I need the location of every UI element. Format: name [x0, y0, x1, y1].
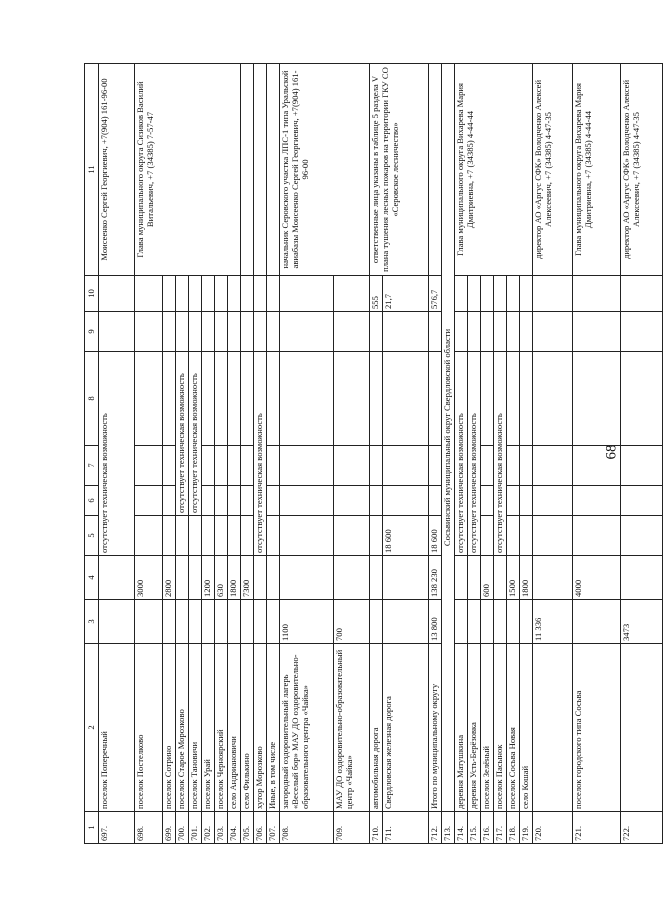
forest-fire-table	[84, 63, 663, 844]
total-value: 576,7	[429, 276, 442, 312]
settlement-name: деревня Матушкина	[455, 644, 468, 812]
column-header: 7	[85, 446, 99, 486]
row-number: 719.	[520, 812, 533, 844]
settlement-name: поселок Черноярский	[215, 644, 228, 812]
table-row	[533, 64, 573, 844]
length-value: 555	[370, 276, 383, 312]
table-row	[254, 64, 267, 844]
settlement-name: хутор Морозково	[254, 644, 267, 812]
settlement-name: село Андриановичи	[228, 644, 241, 812]
column-header: 3	[85, 600, 99, 644]
length-value: 21,7	[383, 276, 429, 312]
area-value: 1800	[520, 556, 533, 600]
settlement-name: село Филькино	[241, 644, 254, 812]
status-note: отсутствует техническая возможность	[99, 352, 135, 556]
table-row	[99, 64, 135, 844]
table-row	[455, 64, 468, 844]
area-value: 18 600	[383, 516, 429, 556]
column-header: 5	[85, 516, 99, 556]
row-number: 720.	[533, 812, 573, 844]
status-note: отсутствует техническая возможность	[494, 352, 507, 556]
table-row	[241, 64, 254, 844]
responsible-contact: Моисеенко Сергей Георгиевич, +7(904) 161-96-00	[99, 64, 135, 276]
row-number: 705.	[241, 812, 254, 844]
responsible-contact: начальник Серовского участка ЛПС-1 типа Уральской авиабазы Моисеенко Сергей Георгиевич, +7(904) 161-96-00	[280, 64, 370, 276]
area-value: 1800	[228, 556, 241, 600]
table-row	[573, 64, 621, 844]
table-row	[267, 64, 280, 844]
column-header: 6	[85, 486, 99, 516]
area-value: 700	[334, 600, 370, 644]
table-row	[280, 64, 334, 844]
row-number: 701.	[189, 812, 202, 844]
status-note: отсутствует техническая возможность	[455, 352, 468, 556]
row-number: 698.	[135, 812, 163, 844]
settlement-name: автомобильная дорога	[370, 644, 383, 812]
total-value: 13 800	[429, 600, 442, 644]
area-value: 1100	[280, 600, 334, 644]
settlement-name: поселок Постелково	[135, 644, 163, 812]
header-row	[85, 64, 99, 844]
area-value: 3000	[135, 556, 163, 600]
row-number: 710.	[370, 812, 383, 844]
row-number: 711.	[383, 812, 429, 844]
responsible-contact: директор АО «Аргус СФК» Володченко Алексей Алексеевич, +7 (34385) 4-47-35	[621, 64, 663, 276]
status-note: отсутствует техническая возможность	[254, 352, 267, 556]
settlement-name: поселок Зелёный	[481, 644, 494, 812]
row-number: 706.	[254, 812, 267, 844]
settlement-name: поселок Урай	[202, 644, 215, 812]
responsible-contact: Глава муниципального округа Вихарева Мария Дмитриевна, +7 (34385) 4-44-44	[455, 64, 533, 276]
row-number: 718.	[507, 812, 520, 844]
total-value: 138 230	[429, 556, 442, 600]
column-header: 8	[85, 352, 99, 446]
row-number: 717.	[494, 812, 507, 844]
total-label: Итого по муниципальному округу	[429, 644, 442, 812]
row-number: 708.	[280, 812, 334, 844]
settlement-name: село Кошай	[520, 644, 533, 812]
responsible-contact: директор АО «Аргус СФК» Володченко Алексей Алексеевич, +7 (34385) 4-47-35	[533, 64, 573, 276]
row-number: 704.	[228, 812, 241, 844]
column-header: 11	[85, 64, 99, 276]
row-number: 709.	[334, 812, 370, 844]
status-note: отсутствует техническая возможность	[468, 352, 481, 556]
row-number: 721.	[573, 812, 621, 844]
area-value: 3473	[621, 600, 663, 644]
area-value: 1200	[202, 556, 215, 600]
settlement-name: загородный оздоровительный лагерь «Веселый бор» МАУ ДО оздоровительно-образовательного центра «Чайка»	[280, 644, 334, 812]
table-row	[135, 64, 163, 844]
settlement-name: МАУ ДО оздоровительно-образовательный центр «Чайка»	[334, 644, 370, 812]
area-value: 7300	[241, 556, 254, 600]
row-number: 713.	[442, 812, 455, 844]
section-heading: Сосьвинский муниципальный округ Свердловской области	[442, 64, 455, 812]
page-number: 68	[603, 444, 620, 460]
row-number: 712.	[429, 812, 442, 844]
settlement-name: Иные, в том числе	[267, 644, 280, 812]
settlement-name: поселок Пасынок	[494, 644, 507, 812]
settlement-name: поселок Старое Морозково	[176, 644, 189, 812]
area-value: 630	[215, 556, 228, 600]
section-row	[442, 64, 455, 844]
row-number: 722.	[621, 812, 663, 844]
status-note: отсутствует техническая возможность	[189, 352, 202, 516]
total-row	[429, 64, 442, 844]
column-header: 2	[85, 644, 99, 812]
settlement-name: поселок Сотрино	[163, 644, 176, 812]
settlement-name: поселок городского типа Сосьва	[573, 644, 621, 812]
row-number: 703.	[215, 812, 228, 844]
settlement-name: деревня Усть-Берёзовка	[468, 644, 481, 812]
area-value: 1500	[507, 556, 520, 600]
responsible-contact: Глава муниципального округа Сизиков Василий Витальевич, +7 (34385) 7-57-47	[135, 64, 241, 276]
row-number: 697.	[99, 812, 135, 844]
area-value: 2800	[163, 556, 176, 600]
area-value: 4000	[573, 556, 621, 600]
row-number: 700.	[176, 812, 189, 844]
row-number: 716.	[481, 812, 494, 844]
settlement-name: поселок Поперечный	[99, 644, 135, 812]
column-header: 4	[85, 556, 99, 600]
area-value: 600	[481, 556, 494, 600]
settlement-name: поселок Тановичи	[189, 644, 202, 812]
total-value: 18 600	[429, 516, 442, 556]
row-number: 702.	[202, 812, 215, 844]
column-header: 10	[85, 276, 99, 312]
area-value: 11 336	[533, 600, 573, 644]
column-header: 9	[85, 312, 99, 352]
settlement-name: поселок Сосьва Новая	[507, 644, 520, 812]
status-note: отсутствует техническая возможность	[176, 352, 189, 516]
row-number: 707.	[267, 812, 280, 844]
row-number: 715.	[468, 812, 481, 844]
responsible-contact: ответственные лица указаны в таблице 5 раздела V плана тушения лесных пожаров на территории ГКУ СО «Серовское лесничество»	[370, 64, 429, 276]
row-number: 699.	[163, 812, 176, 844]
table-row	[370, 64, 383, 844]
table-row	[621, 64, 663, 844]
settlement-name: Свердловская железная дорога	[383, 644, 429, 812]
column-header: 1	[85, 812, 99, 844]
responsible-contact: Глава муниципального округа Вихарева Мария Дмитриевна, +7 (34385) 4-44-44	[573, 64, 621, 276]
row-number: 714.	[455, 812, 468, 844]
